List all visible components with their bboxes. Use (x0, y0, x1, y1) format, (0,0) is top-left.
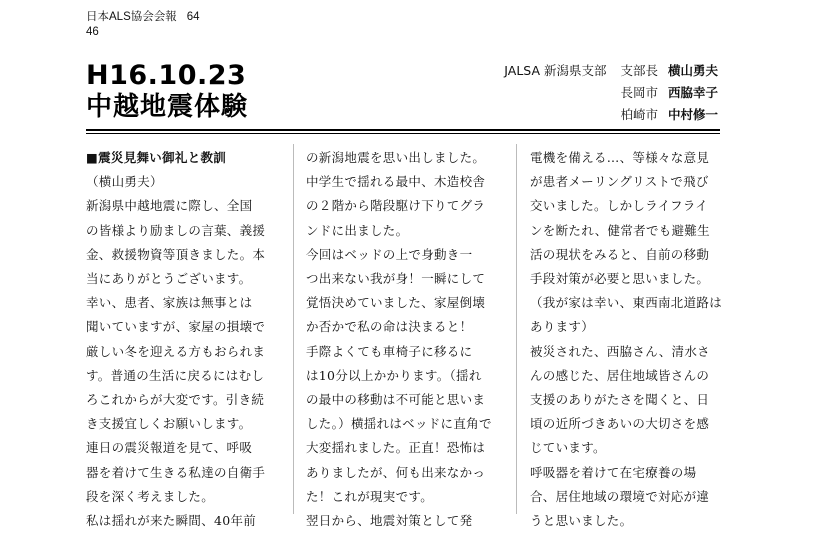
author-line (504, 82, 720, 104)
title-date: H16.10.23 (86, 60, 247, 91)
text-line: 大変揺れました。正直！恐怖は (306, 440, 486, 456)
text-line: は10分以上かかります。（揺れ (306, 367, 482, 383)
author-line (504, 104, 720, 126)
text-line: の新潟地震を思い出しました。 (306, 150, 486, 165)
text-line: 新潟県中越地震に際し、全国 (86, 198, 253, 214)
text-line: 当にありがとうございます。 (86, 271, 252, 287)
text-line: 手際よくても車椅子に移るに (306, 343, 473, 359)
title-main: 中越地震体験 (86, 92, 249, 122)
author-org: JALSA 新潟県支部 (504, 63, 607, 78)
text-column-3 (530, 146, 722, 533)
text-line: ありましたが、何も出来なかっ (306, 464, 486, 480)
text-line: 今回はベッドの上で身動き一 (306, 246, 473, 262)
text-line: 連日の震災報道を見て、呼吸 (86, 440, 253, 456)
text-line: （横山勇夫） (86, 174, 163, 190)
author-name: 横山勇夫 (668, 63, 719, 78)
text-line: の最中の移動は不可能と思いま (306, 392, 486, 408)
issue-number: 64 (186, 11, 200, 23)
text-line: 聞いていますが、家屋の損壊で (86, 319, 266, 335)
text-line: 支援のありがたさを聞くと、日 (530, 392, 710, 408)
text-line: 段を深く考えました。 (86, 488, 215, 504)
text-line: つ出来ない我が身！一瞬にして (306, 271, 486, 287)
text-line: （我が家は幸い、東西南北道路は (530, 295, 723, 311)
text-line: 電機を備える…、等様々な意見 (530, 150, 710, 165)
text-line: 頃の近所づきあいの大切さを感 (530, 416, 710, 432)
text-line: 器を着けて生きる私達の自衛手 (86, 464, 266, 480)
text-line: の２階から階段駆け下りてグラ (306, 198, 486, 214)
text-line: 中学生で揺れる最中、木造校舎 (306, 174, 486, 190)
text-line: 活の現状をみると、自前の移動 (530, 246, 710, 262)
text-line: した。）横揺れはベッドに直角で (306, 416, 492, 432)
text-line: じています。 (530, 440, 606, 456)
text-line: の皆様より励ましの言葉、義援 (86, 222, 266, 238)
author-list (504, 60, 720, 126)
title-rule (86, 129, 720, 131)
author-name: 西脇幸子 (668, 85, 719, 100)
text-line: き支援宜しくお願いします。 (86, 416, 252, 432)
author-org: 長岡市 (620, 85, 658, 100)
text-line: 覚悟決めていました、家屋倒壊 (306, 295, 486, 311)
column-divider (516, 144, 517, 514)
text-line: 被災された、西脇さん、清水さ (530, 343, 710, 359)
author-org: 柏崎市 (620, 107, 658, 122)
column-divider (293, 144, 294, 514)
text-line: 厳しい冬を迎える方もおられま (86, 343, 266, 359)
text-line: 私は揺れが来た瞬間、40年前 (86, 513, 257, 529)
author-name: 中村修一 (668, 107, 719, 122)
text-line: 呼吸器を着けて在宅療養の場 (530, 464, 697, 480)
text-line: ンを断たれ、健常者でも避難生 (530, 222, 710, 238)
text-line: 合、居住地域の環境で対応が違 (530, 488, 710, 504)
text-line: か否かで私の命は決まると！ (306, 319, 473, 335)
running-head (86, 10, 200, 24)
section-heading: ■震災見舞い御礼と教訓 (86, 150, 227, 165)
text-column-1 (86, 146, 282, 533)
text-line: あります） (530, 319, 595, 335)
text-line: 手段対策が必要と思いました。 (530, 271, 710, 287)
text-line: 交いました。しかしライフライ (530, 198, 709, 214)
author-role: 支部長 (620, 63, 658, 78)
text-line: うと思いました。 (530, 513, 633, 529)
text-line: 金、救援物資等頂きました。本 (86, 246, 266, 262)
journal-name: 日本ALS協会会報 (86, 11, 177, 23)
text-line: た！これが現実です。 (306, 488, 434, 504)
text-line: 幸い、患者、家族は無事とは (86, 295, 253, 311)
title-rule-thin (86, 133, 720, 134)
author-line (504, 60, 720, 82)
text-line: ろこれからが大変です。引き続 (86, 392, 265, 408)
article-title (86, 60, 248, 123)
text-line: 翌日から、地震対策として発 (306, 513, 473, 529)
page-number: 46 (86, 26, 99, 38)
text-line: が患者メーリングリストで飛び (530, 174, 709, 190)
text-column-2 (306, 146, 502, 533)
text-line: す。普通の生活に戻るにはむし (86, 367, 265, 383)
text-line: んの感じた、居住地域皆さんの (530, 367, 710, 383)
text-line: ンドに出ました。 (306, 222, 409, 238)
